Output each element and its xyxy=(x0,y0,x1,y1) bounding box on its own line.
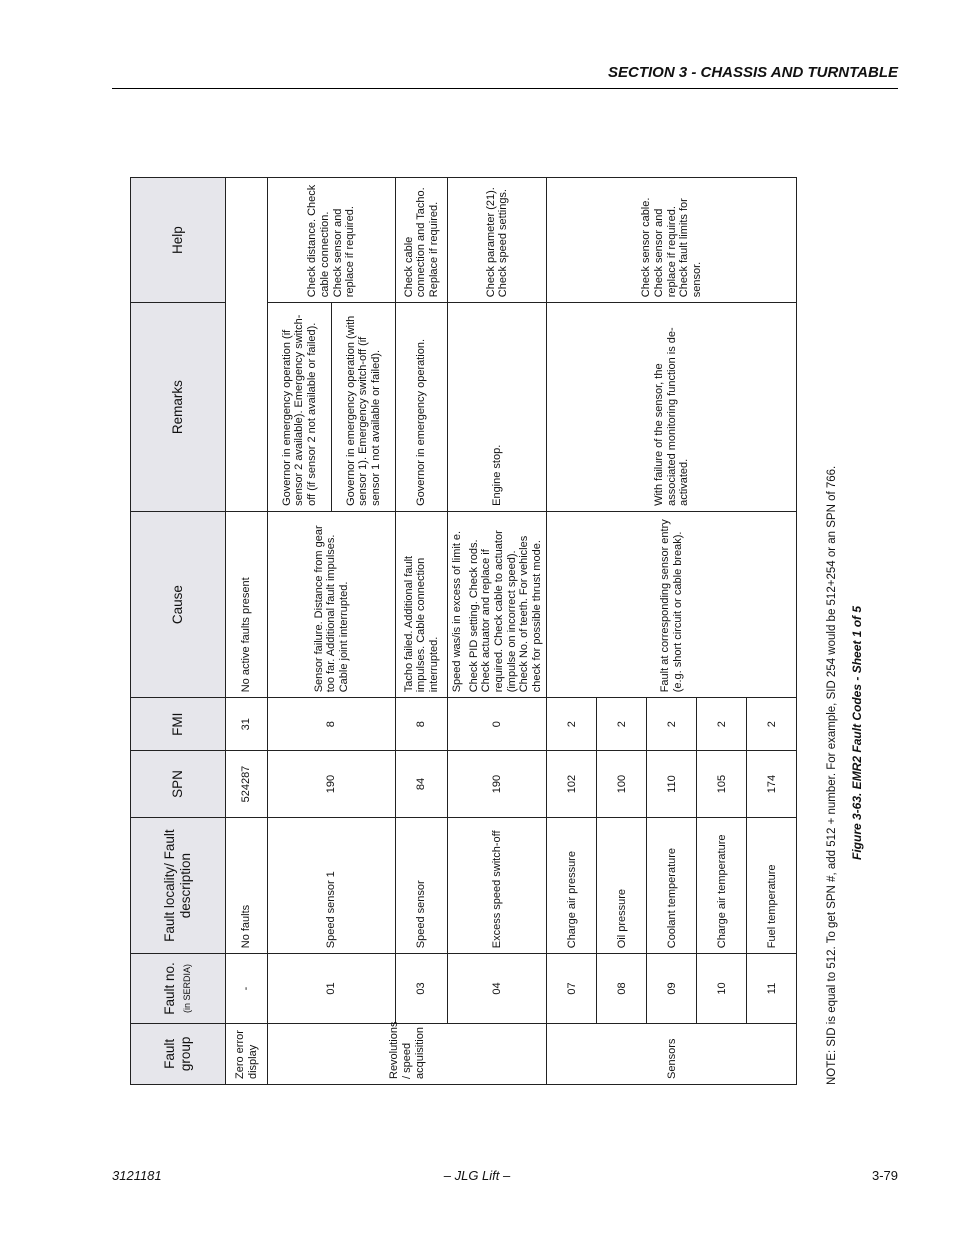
fmi-value: 0 xyxy=(448,698,547,751)
fault-desc: Oil pressure xyxy=(597,817,647,953)
fault-no: 01 xyxy=(268,954,396,1024)
fault-code-table-container xyxy=(130,177,802,1085)
fmi-value: 2 xyxy=(697,698,747,751)
spn-value: 102 xyxy=(547,751,597,818)
fault-desc: Excess speed switch-off xyxy=(448,817,547,953)
fmi-value: 31 xyxy=(226,698,268,751)
table-row xyxy=(226,178,268,1085)
spn-value: 190 xyxy=(448,751,547,818)
table-row xyxy=(547,178,597,1085)
fault-desc: Speed sensor xyxy=(396,817,448,953)
section-header: SECTION 3 - CHASSIS AND TURNTABLE xyxy=(607,64,898,81)
fault-no: 03 xyxy=(396,954,448,1024)
fault-desc: Charge air pressure xyxy=(547,817,597,953)
group-sensors: Sensors xyxy=(547,1023,797,1084)
table-note: NOTE: SID is equal to 512. To get SPN #, add 512 + number. For example, SID 254 would be 512+254 or an SPN of 766. xyxy=(826,465,838,1085)
span-text: Check PID setting. Check rods. Check actuator and replace if required. Check cable to actuator (impulse on incorrect speed). Check No. of teeth. For vehicles check for possible thrust mode. xyxy=(467,530,543,693)
cause-text: Fault at corresponding sensor entry (e.g. short circuit or cable break). xyxy=(547,511,797,697)
table-row xyxy=(268,178,332,1085)
spn-value: 190 xyxy=(268,751,396,818)
header-row xyxy=(131,178,226,1085)
footer-doc-number: 3121181 xyxy=(112,1168,162,1183)
footer-page-number: 3-79 xyxy=(871,1168,898,1183)
remarks-text: Governor in emergency operation (with sensor 1). Emergency switch-off (if sensor 1 not available or failed). xyxy=(332,303,396,512)
cause-text: Tacho failed. Additional fault impulses. Cable connection interrupted. xyxy=(396,511,448,697)
remarks-text: Governor in emergency operation (if sensor 2 available). Emergency switch-off (if sensor 2 not available or failed). xyxy=(268,303,332,512)
spn-value: 105 xyxy=(697,751,747,818)
header-fault-no: Fault no. (in SERDIA) xyxy=(131,954,226,1024)
group-revolutions: Revolutions / speed acquisition xyxy=(268,1023,547,1084)
remarks-empty xyxy=(226,178,268,512)
spn-value: 110 xyxy=(647,751,697,818)
footer-brand: – JLG Lift – xyxy=(443,1168,511,1183)
header-fault-no-sub: (in SERDIA) xyxy=(182,964,192,1014)
help-text: Check distance. Check cable connection. Check sensor and replace if required. xyxy=(268,178,396,303)
table-row xyxy=(396,178,448,1085)
header-rule xyxy=(112,88,898,89)
fmi-value: 8 xyxy=(396,698,448,751)
fault-desc: Charge air temperature xyxy=(697,817,747,953)
fault-no: 07 xyxy=(547,954,597,1024)
cause-text: Sensor failure. Distance from gear too far. Additional fault impulses. Cable joint interrupted. xyxy=(268,511,396,697)
spn-value: 84 xyxy=(396,751,448,818)
figure-caption: Figure 3-63. EMR2 Fault Codes - Sheet 1 of 5 xyxy=(850,605,864,860)
fault-desc: Coolant temperature xyxy=(647,817,697,953)
fault-no: 09 xyxy=(647,954,697,1024)
fault-code-table xyxy=(130,177,797,1085)
fault-no: - xyxy=(226,954,268,1024)
header-fmi: FMI xyxy=(131,698,226,751)
fault-no: 11 xyxy=(747,954,797,1024)
fault-no: 04 xyxy=(448,954,547,1024)
remarks-text: Engine stop. xyxy=(448,303,547,512)
table-row xyxy=(448,178,547,1085)
header-spn: SPN xyxy=(131,751,226,818)
spn-value: 174 xyxy=(747,751,797,818)
header-cause: Cause xyxy=(131,511,226,697)
fmi-value: 2 xyxy=(597,698,647,751)
header-remarks: Remarks xyxy=(131,303,226,512)
spn-value: 100 xyxy=(597,751,647,818)
remarks-text: With failure of the sensor, the associated monitoring function is de-activated. xyxy=(547,303,797,512)
help-text: Check parameter (21). Check speed settings. xyxy=(448,178,547,303)
fmi-value: 2 xyxy=(547,698,597,751)
spn-value: 524287 xyxy=(226,751,268,818)
help-text: Check cable connection and Tacho. Replace if required. xyxy=(396,178,448,303)
remarks-text: Governor in emergency operation. xyxy=(396,303,448,512)
fault-desc: No faults xyxy=(226,817,268,953)
fault-desc: Fuel temperature xyxy=(747,817,797,953)
fault-desc: Speed sensor 1 xyxy=(268,817,396,953)
fmi-value: 2 xyxy=(647,698,697,751)
fault-no: 08 xyxy=(597,954,647,1024)
header-fault-description: Fault locality/ Fault description xyxy=(131,817,226,953)
cause-text: Speed was/is in excess of limit e. Check PID setting. Check rods. Check actuator and replace if required. Check cable to actuator (impulse on incorrect speed). Check No. of teeth. For vehicles check for possible thrust mode. xyxy=(448,511,547,697)
fmi-value: 2 xyxy=(747,698,797,751)
help-text: Check sensor cable. Check sensor and replace if required. Check fault limits for sensor. xyxy=(547,178,797,303)
cause-text: No active faults present xyxy=(226,511,268,697)
group-zero-error: Zero error display xyxy=(226,1023,268,1084)
fault-no: 10 xyxy=(697,954,747,1024)
header-help: Help xyxy=(131,178,226,303)
header-fault-group: Fault group xyxy=(131,1023,226,1084)
fmi-value: 8 xyxy=(268,698,396,751)
